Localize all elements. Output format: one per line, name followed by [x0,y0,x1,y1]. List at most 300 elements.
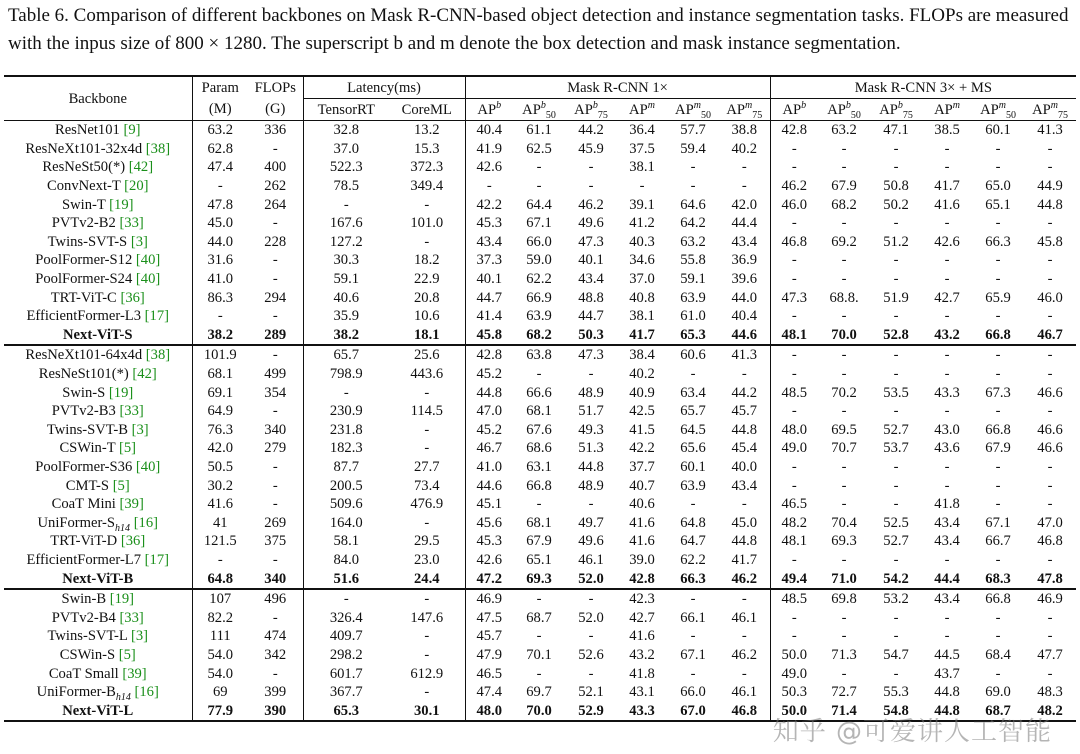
table-cell: 47.4 [207,159,234,176]
citation-link[interactable]: [5] [118,646,136,663]
table-cell: 71.4 [818,701,870,721]
table-cell: 40.2 [629,366,655,383]
citation-link[interactable]: [39] [119,496,144,513]
table-cell: - [536,665,542,682]
table-row [4,627,1076,646]
table-cell: 375 [248,532,303,551]
table-cell: - [248,251,303,270]
table-row [4,532,1076,551]
table-cell: - [791,140,797,157]
table-cell: 37.0 [333,140,360,157]
table-cell: 44.8 [578,458,604,475]
citation-link[interactable]: [19] [108,384,134,401]
table-caption: Table 6. Comparison of different backbones on Mask R-CNN-based object detection and instance segmentation tasks. FLOPs are measured with the inpus size of 800 × 1280. The superscript b and m denote the box detection and mask instance segmentation. [8,5,1069,54]
table-cell: 84.0 [333,551,360,568]
table-cell: 36.9 [719,251,770,270]
table-row [4,439,1076,458]
table-cell: - [690,665,696,682]
col-flops-unit: (G) [248,99,303,121]
table-row [4,476,1076,495]
table-cell: - [818,345,870,365]
table-cell: 42.8 [465,345,513,365]
backbone-name [4,589,192,609]
table-cell: 41.0 [476,458,503,475]
table-cell: - [667,589,719,609]
col-tensorrt: TensorRT [303,99,389,121]
citation-link[interactable]: [3] [130,233,148,250]
backbone-label: Next-ViT-S [63,326,133,343]
table-cell: 47.0 [1037,514,1063,531]
table-cell: - [1047,551,1053,568]
table-cell: 46.8 [719,701,770,721]
citation-link[interactable]: [5] [112,477,130,494]
table-cell: 61.1 [526,122,552,139]
table-cell: - [893,477,899,494]
comparison-table-wrapper [4,75,1076,722]
table-cell: 48.8 [578,289,604,306]
table-cell: - [791,252,797,269]
table-cell: - [217,178,223,195]
table-cell: 42.0 [719,195,770,214]
watermark: 知乎 @可爱讲人工智能 [772,717,1052,747]
table-cell: - [1047,159,1053,176]
table-cell: 68.6 [526,440,552,457]
table-row [4,270,1076,289]
table-cell: 45.4 [719,439,770,458]
backbone-label: PVTv2-B4 [51,609,116,626]
table-cell: 41.4 [476,308,503,325]
table-cell: 65.7 [680,403,706,420]
table-cell: 30.2 [207,477,234,494]
table-cell: 66.0 [526,233,552,250]
table-row [4,589,1076,609]
backbone-label: ResNeSt101(*) [38,366,129,383]
table-cell: 44.8 [934,684,960,701]
table-cell: 46.8 [1037,533,1063,550]
backbone-name [4,251,192,270]
table-cell: - [841,308,847,325]
table-cell: 44.8 [1037,196,1063,213]
backbone-label: Next-ViT-L [62,702,134,719]
table-cell: - [389,421,465,440]
table-cell: - [217,308,223,325]
table-cell: 127.2 [329,233,363,250]
table-cell: 69.8 [818,589,870,609]
col-mrcnn-3x: Mask R-CNN 3× + MS [770,76,1076,99]
col-1x-ap50-b: $AP^b_{50}$ [513,99,565,121]
table-cell: 46.1 [578,551,604,568]
table-cell: - [791,403,797,420]
table-cell: 15.3 [389,140,465,159]
table-cell: - [690,628,696,645]
table-cell: - [565,589,617,609]
table-cell: - [1047,271,1053,288]
table-cell: 66.3 [985,233,1011,250]
table-row [4,646,1076,665]
citation-link[interactable]: [36] [120,289,145,306]
table-cell: 59.0 [526,252,552,269]
table-cell: - [1047,366,1053,383]
backbone-label: ConvNext-T [47,178,121,195]
table-cell: 262 [248,177,303,196]
table-cell: 37.5 [629,140,655,157]
backbone-label: Next-ViT-B [62,570,134,587]
col-1x-ap-b: $AP^b$ [465,99,513,121]
table-cell: - [791,551,797,568]
table-cell: 40.4 [719,307,770,326]
table-cell: 69.3 [526,570,552,587]
table-cell: - [841,252,847,269]
table-cell: - [944,551,950,568]
table-cell: 44.7 [476,289,503,306]
table-cell: - [719,589,770,609]
citation-link[interactable]: [42] [128,159,154,176]
table-cell: 38.1 [629,159,655,176]
table-cell: 45.1 [476,496,503,513]
table-cell: 164.0 [329,514,363,531]
table-cell: 66.8 [985,421,1011,438]
table-cell: 41.3 [1037,122,1063,139]
citation-link[interactable]: [40] [135,458,161,475]
backbone-label: EfficientFormer-L7 [26,551,142,568]
table-cell: 71.3 [831,646,857,663]
backbone-label: UniFormer-S [37,514,116,531]
table-cell: 63.1 [526,458,552,475]
backbone-name [4,140,192,159]
table-cell: - [389,233,465,252]
backbone-name [4,402,192,421]
table-cell: 64.7 [680,533,706,550]
table-cell: - [791,215,797,232]
comparison-table [4,75,1076,722]
table-cell: 42.6 [476,551,503,568]
table-cell: - [841,159,847,176]
table-cell: 40.8 [629,289,655,306]
table-cell: 798.9 [329,366,363,383]
table-cell: 42.2 [629,440,655,457]
table-cell: 55.8 [680,252,706,269]
table-cell: 46.1 [719,683,770,702]
table-cell: - [248,307,303,326]
table-cell: 47.5 [476,609,503,626]
table-cell: 44.8 [922,701,972,721]
backbone-name [4,458,192,477]
table-cell: 43.3 [617,701,667,721]
table-cell: 474 [248,627,303,646]
table-cell: - [995,665,1001,682]
table-row [4,513,1076,532]
table-cell: - [719,365,770,384]
table-cell: 40.9 [629,384,655,401]
table-cell: - [893,252,899,269]
table-cell: 65.7 [303,345,389,365]
table-cell: - [588,178,594,195]
table-cell: 336 [248,121,303,140]
backbone-name [4,383,192,402]
table-cell: 64.4 [526,196,552,213]
table-cell: 34.6 [629,252,655,269]
table-cell: - [248,664,303,683]
table-cell: 47.3 [781,289,808,306]
col-3x-ap50-m: $AP^m_{50}$ [972,99,1024,121]
table-cell: 48.9 [578,384,604,401]
table-cell: 54.0 [207,665,234,682]
citation-link[interactable]: [19] [109,591,135,608]
table-cell: - [389,627,465,646]
table-cell: - [841,458,847,475]
col-1x-ap75-m: $AP^m_{75}$ [719,99,770,121]
table-cell: 39.1 [629,196,655,213]
table-cell: - [1047,628,1053,645]
table-cell: 52.8 [883,326,909,343]
table-cell: - [995,496,1001,513]
table-cell: 167.6 [329,215,363,232]
table-cell: 101.0 [389,214,465,233]
table-cell: 69.5 [831,421,857,438]
table-cell: 31.6 [207,252,234,269]
backbone-name [4,365,192,384]
table-cell: - [719,177,770,196]
table-cell: 66.1 [680,609,706,626]
table-cell: 44.8 [719,532,770,551]
table-cell: 44.9 [1037,178,1063,195]
table-cell: 13.2 [389,121,465,140]
citation-link[interactable]: [40] [135,252,161,269]
table-cell: 42.8 [629,570,655,587]
table-cell: 37.0 [629,271,655,288]
table-cell: - [893,628,899,645]
table-cell: - [893,271,899,288]
table-cell: 107 [192,589,248,609]
table-cell: 64.6 [680,196,706,213]
citation-link[interactable]: [39] [122,665,147,682]
backbone-label: PVTv2-B2 [51,215,116,232]
citation-link[interactable]: [38] [145,347,171,364]
table-cell: - [248,270,303,289]
table-cell: 68.3 [985,570,1011,587]
table-cell: 390 [248,701,303,721]
table-cell: - [588,628,594,645]
table-cell: - [791,271,797,288]
table-cell: 51.7 [578,403,604,420]
citation-link[interactable]: [17] [144,308,169,325]
citation-link[interactable]: [17] [144,551,169,568]
table-cell: - [719,664,770,683]
table-cell: 52.7 [883,533,909,550]
backbone-name: UniFormer-$B_{h14}$ [16] [4,683,192,702]
table-cell: 49.6 [578,533,604,550]
table-cell: 40.7 [629,477,655,494]
table-cell: - [639,178,645,195]
table-cell: 44.6 [719,326,770,346]
backbone-label: TRT-ViT-D [50,533,118,550]
backbone-label: Swin-T [61,196,106,213]
table-cell: 46.0 [781,196,808,213]
citation-link[interactable]: [5] [119,440,137,457]
table-cell: - [841,477,847,494]
citation-link[interactable]: [33] [119,609,144,626]
citation-link[interactable]: [36] [120,533,146,550]
table-cell: - [893,609,899,626]
table-cell: - [841,271,847,288]
table-cell: 44.4 [934,570,960,587]
table-cell: 66.7 [985,533,1011,550]
table-cell: 41.6 [629,514,655,531]
col-param-unit: (M) [192,99,248,121]
table-cell: 47.9 [476,646,503,663]
table-cell: 43.4 [934,514,960,531]
table-cell: 40.1 [476,271,503,288]
table-cell: 30.3 [333,252,360,269]
citation-link[interactable]: [16] [133,514,159,531]
table-cell: 49.3 [578,421,604,438]
table-cell: - [995,609,1001,626]
table-cell: 65.0 [985,178,1011,195]
table-cell: 38.2 [333,326,360,343]
table-row [4,402,1076,421]
table-cell: 279 [248,439,303,458]
table-cell: 52.0 [578,609,604,626]
citation-link[interactable]: [9] [123,122,141,139]
table-cell: 68.7 [972,701,1024,721]
table-cell: 46.5 [476,665,503,682]
table-cell: - [841,403,847,420]
table-cell: - [893,458,899,475]
table-cell: 47.7 [1037,646,1063,663]
citation-link[interactable]: [33] [119,403,144,420]
table-cell: 372.3 [389,158,465,177]
citation-link[interactable]: [20] [124,178,149,195]
table-cell: 69 [212,684,228,701]
backbone-label: Twins-SVT-L [47,628,128,645]
table-row [4,158,1076,177]
table-cell: 51.9 [883,289,909,306]
table-cell: - [536,496,542,513]
table-cell: - [248,476,303,495]
table-cell: 41.5 [629,421,655,438]
table-cell: - [995,458,1001,475]
table-cell: - [513,589,565,609]
table-cell: 32.8 [333,122,360,139]
citation-link[interactable]: [40] [135,271,161,288]
citation-link[interactable]: [38] [145,140,171,157]
table-cell: 38.1 [629,308,655,325]
table-cell: - [536,159,542,176]
table-row [4,495,1076,514]
table-cell: 67.9 [985,440,1011,457]
citation-link[interactable]: [19] [109,196,134,213]
citation-link[interactable]: [3] [131,421,149,438]
citation-link[interactable]: [33] [119,215,144,232]
backbone-name [4,439,192,458]
table-cell: - [1047,215,1053,232]
table-cell: 41.6 [629,628,655,645]
table-cell: - [995,403,1001,420]
table-cell: 48.2 [781,514,808,531]
table-cell: 43.1 [629,684,655,701]
table-cell: 20.8 [389,288,465,307]
table-cell: 46.1 [719,608,770,627]
table-cell: - [690,366,696,383]
table-cell: - [217,551,223,568]
table-cell: 65.6 [680,440,706,457]
table-cell: 48.5 [781,384,808,401]
table-cell: 264 [248,195,303,214]
table-row [4,233,1076,252]
table-cell: 111 [209,628,231,645]
table-cell: - [303,589,389,609]
table-cell: 86.3 [207,289,234,306]
table-cell: - [944,252,950,269]
backbone-label: PVTv2-B3 [51,403,116,420]
table-cell: 43.4 [719,476,770,495]
table-cell: - [248,495,303,514]
table-cell: 44.0 [207,233,234,250]
table-cell: 40.0 [719,458,770,477]
table-cell: 42.6 [934,233,960,250]
col-3x-ap-b: $AP^b$ [770,99,818,121]
backbone-name [4,664,192,683]
table-cell: 49.0 [781,440,808,457]
table-cell: 43.3 [934,384,960,401]
table-cell: 47.1 [883,122,909,139]
table-cell: - [995,252,1001,269]
table-cell: 63.2 [680,233,706,250]
table-cell: 409.7 [329,628,363,645]
citation-link[interactable]: [3] [130,628,148,645]
table-cell: - [1047,477,1053,494]
citation-link[interactable]: [42] [132,366,157,383]
table-cell: 44.8 [719,421,770,440]
table-cell: 43.4 [922,589,972,609]
table-cell: 50.0 [781,646,808,663]
table-cell: 18.2 [389,251,465,270]
table-cell: 52.5 [883,514,909,531]
col-flops: FLOPs [248,76,303,99]
table-cell: 367.7 [329,684,363,701]
col-3x-ap-m: $AP^m$ [922,99,972,121]
table-cell: - [944,477,950,494]
table-cell: 50.3 [578,326,604,343]
backbone-name [4,121,192,140]
table-cell: 43.2 [934,326,960,343]
table-cell: 55.3 [883,684,909,701]
backbone-name [4,627,192,646]
table-cell: - [995,628,1001,645]
backbone-name [4,307,192,326]
table-cell: 147.6 [389,608,465,627]
table-cell: 48.5 [770,589,818,609]
table-cell: 40.2 [719,140,770,159]
table-cell: 70.2 [831,384,857,401]
table-row [4,345,1076,365]
table-cell: 24.4 [389,569,465,589]
table-cell: 69.3 [831,533,857,550]
table-cell: - [995,551,1001,568]
table-cell: 73.4 [389,476,465,495]
table-cell: 70.0 [513,701,565,721]
table-cell: 64.8 [207,570,234,587]
citation-link[interactable]: [16] [134,684,159,701]
table-cell: 53.7 [883,440,909,457]
table-cell: 326.4 [329,609,363,626]
table-cell: 37.3 [476,252,503,269]
table-cell: 60.1 [985,122,1011,139]
table-cell: 45.7 [719,402,770,421]
table-cell: 41.8 [934,496,960,513]
table-cell: - [588,159,594,176]
table-cell: 46.2 [578,196,604,213]
